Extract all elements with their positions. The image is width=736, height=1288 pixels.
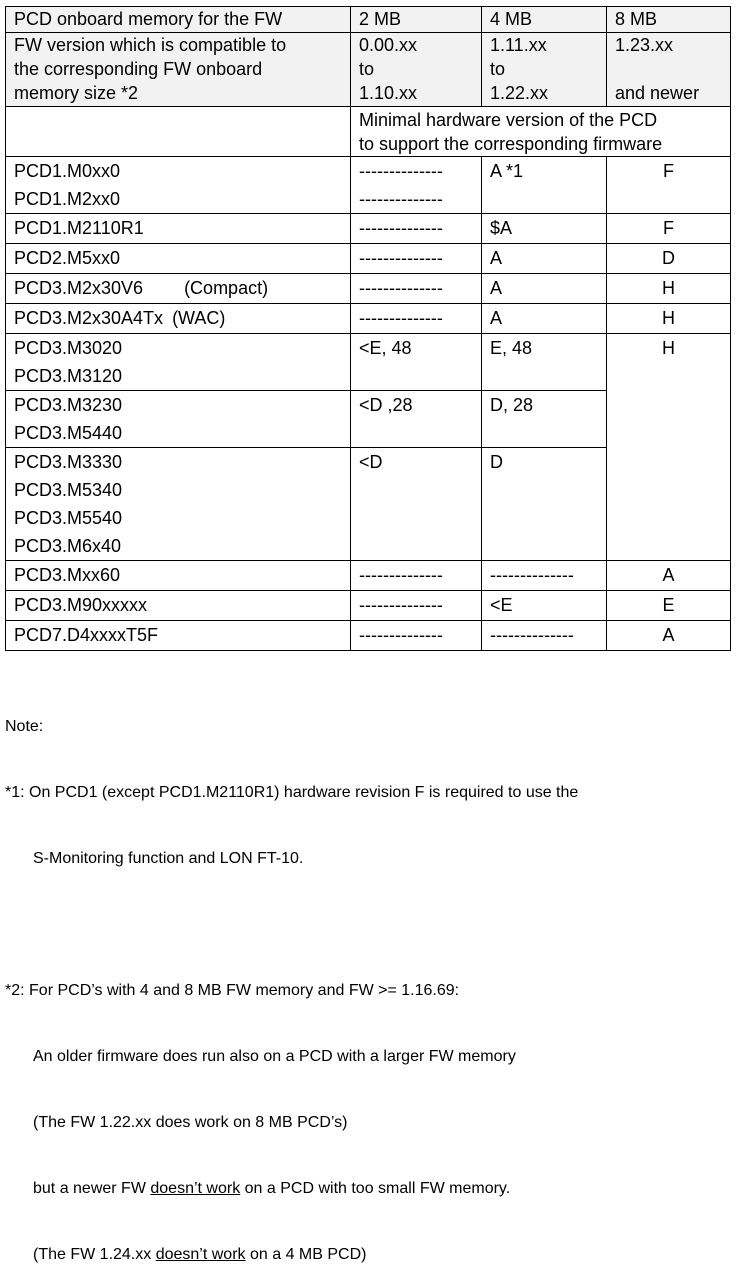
min-hw-4mb: D [482, 448, 607, 561]
table-row [6, 334, 731, 391]
device-variant-note: (WAC) [172, 308, 226, 328]
min-hw-2mb: -------------- [351, 244, 482, 274]
table-row [6, 244, 731, 274]
underlined-text: doesn’t work [150, 1180, 241, 1197]
notes-section [5, 672, 578, 1288]
note-1-line-2: S-Monitoring function and LON FT-10. [33, 850, 304, 867]
min-hw-8mb-merged: H [607, 334, 731, 561]
minimal-hw-row [6, 107, 731, 157]
table-row [6, 621, 731, 651]
header-2mb: 2 MB [351, 7, 482, 33]
device-name: PCD3.M90xxxxx [6, 591, 351, 621]
device-name: PCD3.M2x30A4Tx (WAC) [6, 304, 351, 334]
device-name: PCD1.M2110R1 [6, 214, 351, 244]
min-hw-8mb: E [607, 591, 731, 621]
min-hw-2mb: <D [351, 448, 482, 561]
min-hw-2mb: <E, 48 [351, 334, 482, 391]
header-memory-label: PCD onboard memory for the FW [6, 7, 351, 33]
min-hw-2mb: -------------- [351, 561, 482, 591]
min-hw-8mb: A [607, 621, 731, 651]
note-2-line-1: *2: For PCD’s with 4 and 8 MB FW memory and FW >= 1.16.69: [5, 982, 460, 999]
fw-version-8mb: 1.23.xx and newer [607, 33, 731, 107]
min-hw-8mb: D [607, 244, 731, 274]
minimal-hw-empty [6, 107, 351, 157]
min-hw-8mb: F [607, 157, 731, 214]
notes-title: Note: [5, 718, 44, 735]
min-hw-2mb: <D ,28 [351, 391, 482, 448]
min-hw-8mb: H [607, 274, 731, 304]
device-name: PCD3.M3230 PCD3.M5440 [6, 391, 351, 448]
note-2-line-5: (The FW 1.24.xx doesn’t work on a 4 MB PCD) [33, 1246, 367, 1263]
table-row [6, 304, 731, 334]
device-name: PCD3.Mxx60 [6, 561, 351, 591]
min-hw-2mb: -------------- [351, 214, 482, 244]
device-name: PCD1.M0xx0 PCD1.M2xx0 [6, 157, 351, 214]
min-hw-2mb: -------------- [351, 591, 482, 621]
min-hw-4mb: A [482, 274, 607, 304]
min-hw-2mb: -------------- -------------- [351, 157, 482, 214]
fw-version-label: FW version which is compatible to the corresponding FW onboard memory size *2 [6, 33, 351, 107]
min-hw-8mb: H [607, 304, 731, 334]
fw-version-2mb: 0.00.xx to 1.10.xx [351, 33, 482, 107]
min-hw-8mb: A [607, 561, 731, 591]
device-name: PCD2.M5xx0 [6, 244, 351, 274]
table-row [6, 591, 731, 621]
firmware-compatibility-table [5, 6, 731, 651]
min-hw-4mb: A *1 [482, 157, 607, 214]
min-hw-4mb: A [482, 244, 607, 274]
min-hw-4mb: -------------- [482, 561, 607, 591]
min-hw-4mb: E, 48 [482, 334, 607, 391]
fw-version-4mb: 1.11.xx to 1.22.xx [482, 33, 607, 107]
min-hw-4mb: $A [482, 214, 607, 244]
table-row [6, 274, 731, 304]
min-hw-2mb: -------------- [351, 274, 482, 304]
device-name: PCD3.M3330 PCD3.M5340 PCD3.M5540 PCD3.M6x40 [6, 448, 351, 561]
min-hw-4mb: <E [482, 591, 607, 621]
device-name: PCD3.M3020 PCD3.M3120 [6, 334, 351, 391]
min-hw-4mb: -------------- [482, 621, 607, 651]
table-row [6, 157, 731, 214]
device-name: PCD3.M2x30V6 (Compact) [6, 274, 351, 304]
fw-version-row [6, 33, 731, 107]
header-4mb: 4 MB [482, 7, 607, 33]
min-hw-4mb: D, 28 [482, 391, 607, 448]
minimal-hw-caption: Minimal hardware version of the PCD to support the corresponding firmware [351, 107, 731, 157]
header-memory-row [6, 7, 731, 33]
note-1-line-1: *1: On PCD1 (except PCD1.M2110R1) hardware revision F is required to use the [5, 784, 579, 801]
min-hw-2mb: -------------- [351, 304, 482, 334]
note-2-line-3: (The FW 1.22.xx does work on 8 MB PCD’s) [33, 1114, 348, 1131]
table-row [6, 561, 731, 591]
device-variant-note: (Compact) [184, 278, 269, 298]
device-name: PCD7.D4xxxxT5F [6, 621, 351, 651]
table-row [6, 214, 731, 244]
note-2-line-4: but a newer FW doesn’t work on a PCD with too small FW memory. [33, 1180, 511, 1197]
min-hw-4mb: A [482, 304, 607, 334]
min-hw-8mb: F [607, 214, 731, 244]
min-hw-2mb: -------------- [351, 621, 482, 651]
header-8mb: 8 MB [607, 7, 731, 33]
note-2-line-2: An older firmware does run also on a PCD with a larger FW memory [33, 1048, 516, 1065]
underlined-text: doesn’t work [155, 1246, 246, 1263]
